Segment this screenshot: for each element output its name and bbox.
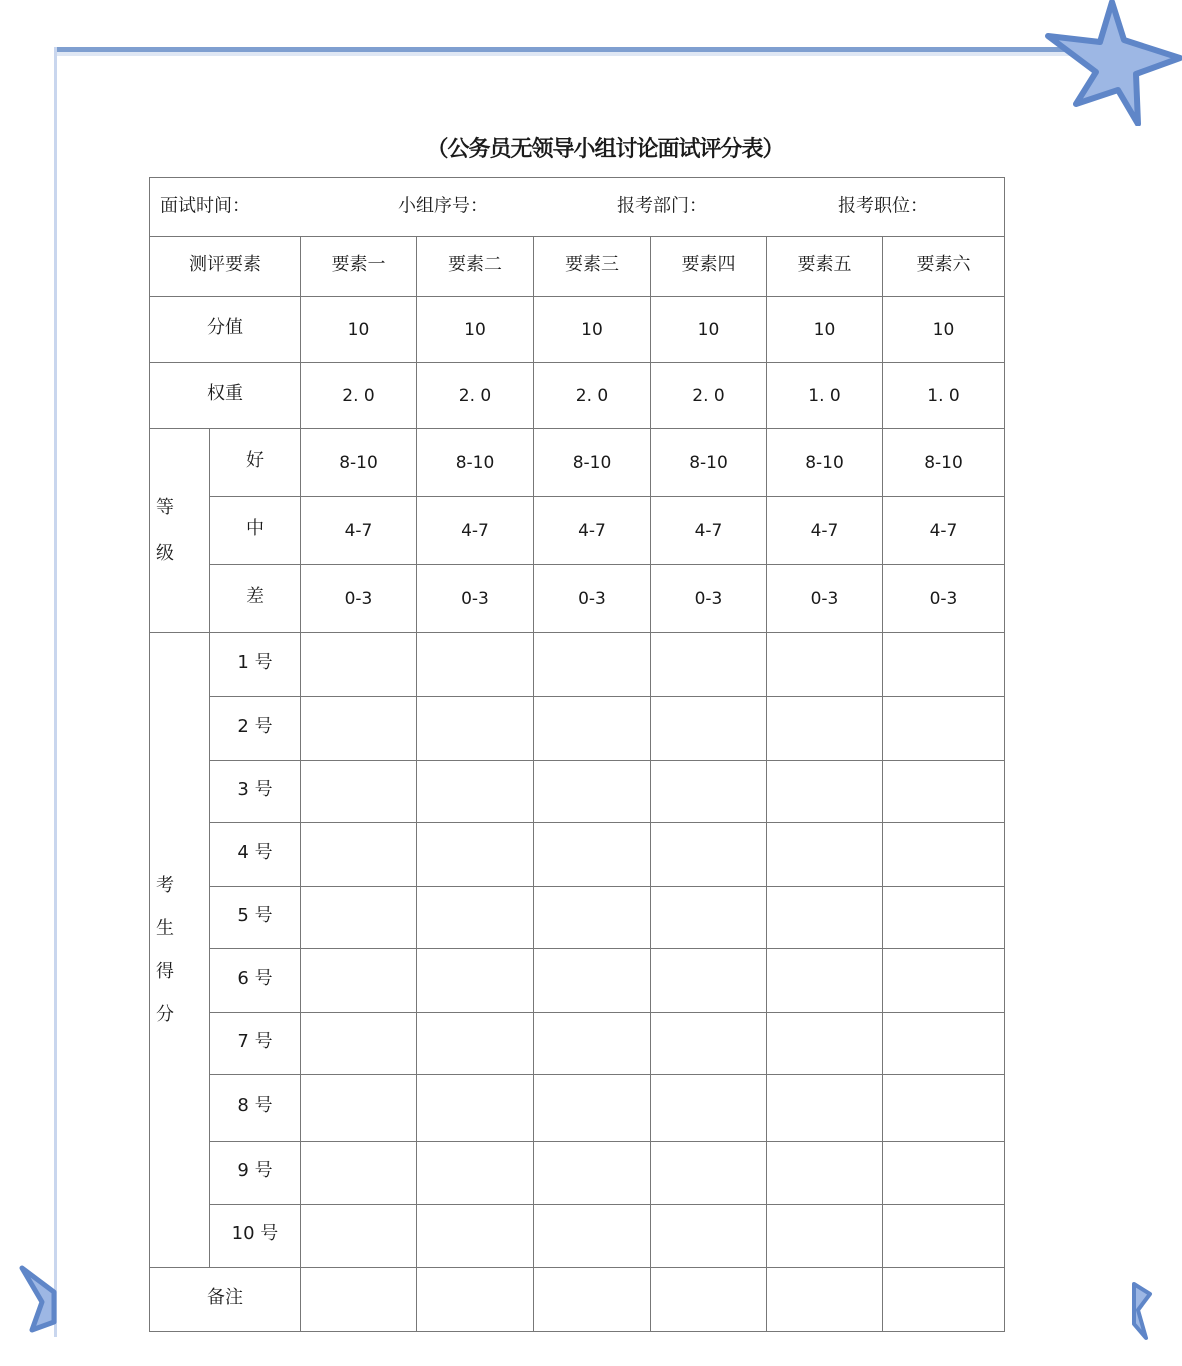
score-input-cell[interactable] <box>534 633 651 697</box>
score-value: 10 <box>883 297 1005 363</box>
score-input-cell[interactable] <box>651 1205 767 1268</box>
candidate-row <box>150 697 1005 761</box>
grade-row-good <box>150 429 1005 497</box>
candidate-number: 6 号 <box>237 967 273 989</box>
interview-time-label: 面试时间： <box>160 195 250 217</box>
candidate-group-label <box>150 633 210 1268</box>
score-input-cell[interactable] <box>767 633 883 697</box>
info-row <box>150 178 1005 237</box>
position-label: 报考职位： <box>838 195 928 217</box>
score-input-cell[interactable] <box>301 887 417 949</box>
score-value: 10 <box>534 297 651 363</box>
grade-range: 0-3 <box>651 565 767 633</box>
candidate-row <box>150 1142 1005 1205</box>
score-input-cell[interactable] <box>534 1075 651 1142</box>
score-label: 分值 <box>207 316 243 338</box>
element-header-cell <box>534 237 651 297</box>
department-label: 报考部门： <box>617 195 707 217</box>
score-input-cell[interactable] <box>301 1075 417 1142</box>
grade-range: 4-7 <box>301 497 417 565</box>
score-input-cell[interactable] <box>417 1013 534 1075</box>
score-input-cell[interactable] <box>767 1013 883 1075</box>
candidate-number-cell <box>210 1142 301 1205</box>
grade-row-poor <box>150 565 1005 633</box>
score-input-cell[interactable] <box>301 633 417 697</box>
score-input-cell[interactable] <box>534 887 651 949</box>
remarks-input-cell[interactable] <box>883 1268 1005 1332</box>
element-header: 要素一 <box>331 253 386 275</box>
grade-level-label: 差 <box>246 585 264 607</box>
weight-value: 1. 0 <box>767 363 883 429</box>
grade-group-label <box>150 429 210 633</box>
score-input-cell[interactable] <box>301 761 417 823</box>
weight-value: 2. 0 <box>301 363 417 429</box>
remarks-label: 备注 <box>207 1286 243 1308</box>
grade-range: 0-3 <box>767 565 883 633</box>
candidate-number-cell <box>210 1013 301 1075</box>
score-input-cell[interactable] <box>534 1142 651 1205</box>
candidate-number-cell <box>210 633 301 697</box>
grade-range: 8-10 <box>651 429 767 497</box>
score-input-cell[interactable] <box>417 761 534 823</box>
score-input-cell[interactable] <box>767 1075 883 1142</box>
score-input-cell[interactable] <box>417 823 534 887</box>
grade-level-cell <box>210 429 301 497</box>
scoring-table <box>149 177 1005 1332</box>
score-input-cell[interactable] <box>301 949 417 1013</box>
grade-range: 8-10 <box>301 429 417 497</box>
candidate-number-cell <box>210 761 301 823</box>
remarks-input-cell[interactable] <box>651 1268 767 1332</box>
grade-range: 0-3 <box>417 565 534 633</box>
grade-range: 4-7 <box>651 497 767 565</box>
score-input-cell[interactable] <box>883 887 1005 949</box>
grade-level-label: 好 <box>246 449 264 471</box>
score-input-cell[interactable] <box>767 697 883 761</box>
score-input-cell[interactable] <box>651 1013 767 1075</box>
candidate-label-char: 得 <box>156 961 174 982</box>
element-header-cell <box>301 237 417 297</box>
info-cell <box>150 178 1005 237</box>
element-header: 要素六 <box>916 253 971 275</box>
candidate-row <box>150 887 1005 949</box>
candidate-number: 10 号 <box>231 1223 279 1244</box>
candidate-row <box>150 633 1005 697</box>
candidate-number: 4 号 <box>237 841 273 863</box>
score-input-cell[interactable] <box>417 1205 534 1268</box>
element-header-cell <box>651 237 767 297</box>
candidate-number: 8 号 <box>237 1095 273 1116</box>
star-icon-top-right <box>1040 0 1182 126</box>
score-input-cell[interactable] <box>651 1075 767 1142</box>
score-input-cell[interactable] <box>651 1142 767 1205</box>
score-input-cell[interactable] <box>883 1205 1005 1268</box>
score-input-cell[interactable] <box>883 1013 1005 1075</box>
grade-range: 8-10 <box>534 429 651 497</box>
candidate-number-cell <box>210 1075 301 1142</box>
weight-value: 2. 0 <box>534 363 651 429</box>
score-input-cell[interactable] <box>651 823 767 887</box>
score-label-cell <box>150 297 301 363</box>
score-input-cell[interactable] <box>417 697 534 761</box>
grade-range: 8-10 <box>767 429 883 497</box>
score-input-cell[interactable] <box>651 761 767 823</box>
score-value: 10 <box>651 297 767 363</box>
grade-level-cell <box>210 497 301 565</box>
header-label-cell <box>150 237 301 297</box>
candidate-label-char: 生 <box>156 918 174 939</box>
candidate-number-cell <box>210 697 301 761</box>
grade-range: 0-3 <box>301 565 417 633</box>
score-input-cell[interactable] <box>651 697 767 761</box>
score-input-cell[interactable] <box>301 1142 417 1205</box>
header-label: 测评要素 <box>189 253 261 275</box>
candidate-number-cell <box>210 823 301 887</box>
star-icon-bottom-right <box>1132 1280 1154 1344</box>
element-header: 要素二 <box>448 253 502 275</box>
score-input-cell[interactable] <box>767 949 883 1013</box>
weight-label-cell <box>150 363 301 429</box>
candidate-number: 2 号 <box>237 715 273 737</box>
weight-label: 权重 <box>207 382 243 404</box>
score-input-cell[interactable] <box>301 1205 417 1268</box>
star-icon-bottom-left <box>18 1262 58 1334</box>
score-input-cell[interactable] <box>883 633 1005 697</box>
grade-range: 0-3 <box>534 565 651 633</box>
score-input-cell[interactable] <box>651 887 767 949</box>
candidate-number: 9 号 <box>237 1160 273 1181</box>
score-input-cell[interactable] <box>417 949 534 1013</box>
group-number-label: 小组序号： <box>398 195 488 217</box>
candidate-number: 7 号 <box>237 1030 273 1052</box>
element-header-row <box>150 237 1005 297</box>
remarks-input-cell[interactable] <box>301 1268 417 1332</box>
score-input-cell[interactable] <box>301 697 417 761</box>
form-title: （公务员无领导小组讨论面试评分表） <box>426 137 784 162</box>
score-input-cell[interactable] <box>651 949 767 1013</box>
score-input-cell[interactable] <box>883 823 1005 887</box>
score-input-cell[interactable] <box>534 761 651 823</box>
candidate-label-char: 分 <box>156 1004 174 1025</box>
candidate-row <box>150 1075 1005 1142</box>
score-input-cell[interactable] <box>767 1142 883 1205</box>
candidate-number-cell <box>210 887 301 949</box>
element-header-cell <box>767 237 883 297</box>
weight-value: 2. 0 <box>651 363 767 429</box>
grade-level-cell <box>210 565 301 633</box>
weight-value: 2. 0 <box>417 363 534 429</box>
score-input-cell[interactable] <box>767 761 883 823</box>
candidate-number-cell <box>210 1205 301 1268</box>
score-input-cell[interactable] <box>534 949 651 1013</box>
score-input-cell[interactable] <box>417 887 534 949</box>
score-value: 10 <box>301 297 417 363</box>
grade-label-char: 等 <box>156 496 174 518</box>
remarks-input-cell[interactable] <box>417 1268 534 1332</box>
score-input-cell[interactable] <box>883 949 1005 1013</box>
score-input-cell[interactable] <box>883 1142 1005 1205</box>
element-header-cell <box>417 237 534 297</box>
candidate-label-char: 考 <box>156 875 174 896</box>
score-input-cell[interactable] <box>767 887 883 949</box>
score-input-cell[interactable] <box>767 823 883 887</box>
score-input-cell[interactable] <box>767 1205 883 1268</box>
grade-range: 0-3 <box>883 565 1005 633</box>
candidate-number-cell <box>210 949 301 1013</box>
score-input-cell[interactable] <box>301 1013 417 1075</box>
score-input-cell[interactable] <box>417 633 534 697</box>
remarks-input-cell[interactable] <box>767 1268 883 1332</box>
grade-range: 4-7 <box>417 497 534 565</box>
candidate-row <box>150 761 1005 823</box>
candidate-row <box>150 1013 1005 1075</box>
score-input-cell[interactable] <box>534 697 651 761</box>
remarks-input-cell[interactable] <box>534 1268 651 1332</box>
candidate-row <box>150 823 1005 887</box>
element-header: 要素四 <box>681 253 736 275</box>
grade-row-medium <box>150 497 1005 565</box>
score-input-cell[interactable] <box>534 823 651 887</box>
frame-top-shadow <box>54 52 1114 56</box>
score-value: 10 <box>767 297 883 363</box>
candidate-number: 1 号 <box>237 651 273 673</box>
score-row <box>150 297 1005 363</box>
candidate-row <box>150 949 1005 1013</box>
grade-range: 4-7 <box>534 497 651 565</box>
score-value: 10 <box>417 297 534 363</box>
score-input-cell[interactable] <box>301 823 417 887</box>
candidate-number: 3 号 <box>237 778 273 800</box>
grade-range: 4-7 <box>767 497 883 565</box>
candidate-number: 5 号 <box>237 904 273 926</box>
remarks-row <box>150 1268 1005 1332</box>
score-input-cell[interactable] <box>651 633 767 697</box>
grade-level-label: 中 <box>246 517 264 539</box>
grade-range: 4-7 <box>883 497 1005 565</box>
score-input-cell[interactable] <box>883 761 1005 823</box>
grade-range: 8-10 <box>417 429 534 497</box>
weight-row <box>150 363 1005 429</box>
element-header-cell <box>883 237 1005 297</box>
candidate-row <box>150 1205 1005 1268</box>
weight-value: 1. 0 <box>883 363 1005 429</box>
element-header: 要素五 <box>797 253 852 275</box>
score-input-cell[interactable] <box>534 1013 651 1075</box>
element-header: 要素三 <box>565 253 619 275</box>
grade-range: 8-10 <box>883 429 1005 497</box>
score-input-cell[interactable] <box>417 1075 534 1142</box>
score-input-cell[interactable] <box>883 1075 1005 1142</box>
score-input-cell[interactable] <box>883 697 1005 761</box>
remarks-label-cell <box>150 1268 301 1332</box>
grade-label-char: 级 <box>156 542 174 564</box>
score-input-cell[interactable] <box>534 1205 651 1268</box>
score-input-cell[interactable] <box>417 1142 534 1205</box>
